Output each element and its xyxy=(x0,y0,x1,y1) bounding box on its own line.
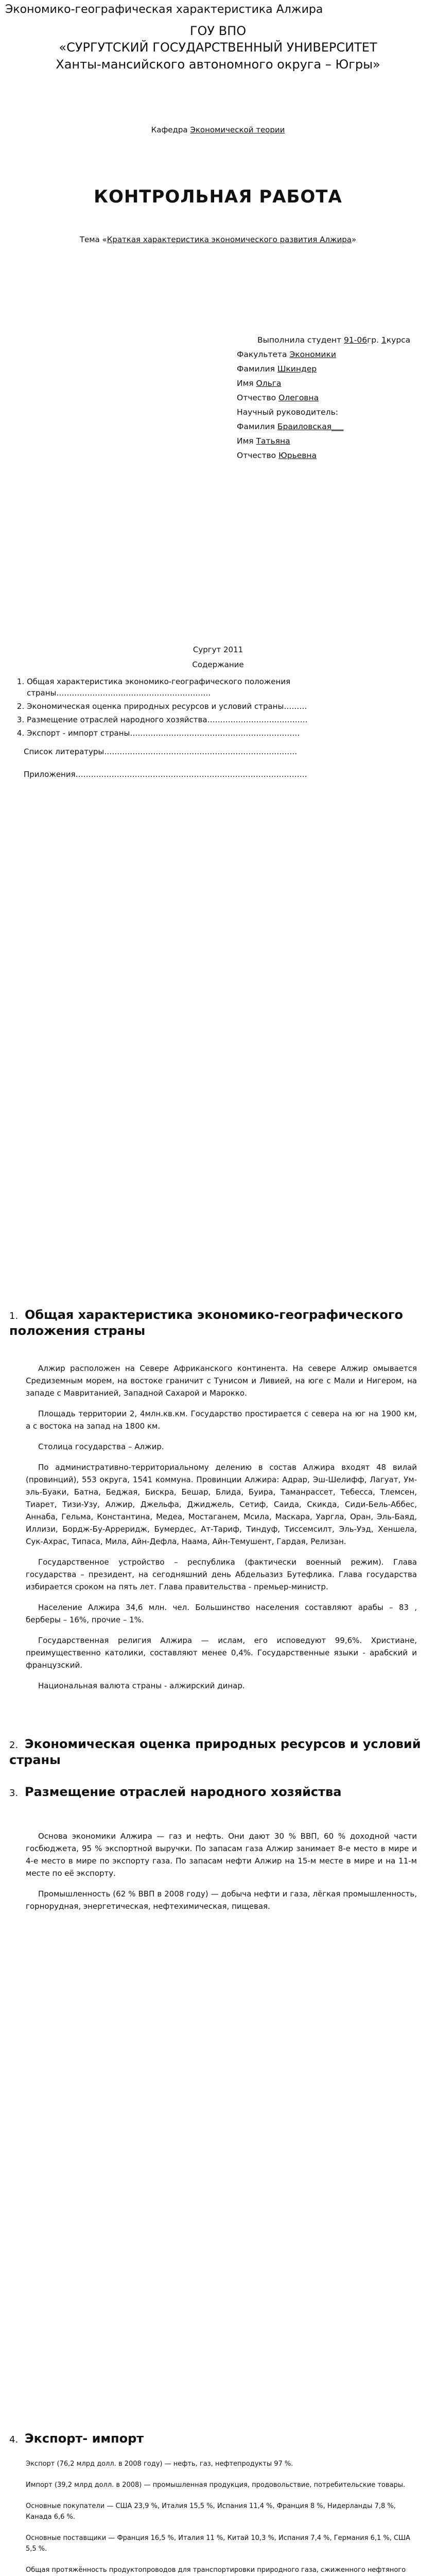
toc-item[interactable]: 2. Экономическая оценка природных ресурсов и условий страны……… xyxy=(27,701,407,712)
paragraph: Население Алжира 34,6 млн. чел. Большинство населения составляют арабы – 83 , берберы – 16%, прочие – 1%. xyxy=(26,1603,417,1624)
section-4-body xyxy=(26,2459,417,2576)
surname-line xyxy=(237,362,410,376)
section-2-number: 2. xyxy=(9,1740,19,1751)
student-group: 91-06 xyxy=(344,335,368,345)
supervisor-surname-value: Браиловская___ xyxy=(277,422,344,431)
department-line xyxy=(0,125,436,134)
institution-block xyxy=(0,23,436,73)
paragraph: Импорт (39,2 млрд долл. в 2008) — промышленная продукция, продовольствие, потребительские товары. xyxy=(26,2481,406,2489)
paragraph: Национальная валюта страны - алжирский динар. xyxy=(38,1681,245,1690)
supervisor-name-value: Татьяна xyxy=(256,436,290,446)
topic-suffix: » xyxy=(351,235,357,244)
paragraph: Государственная религия Алжира — ислам, его исповедуют 99,6%. Христиане, преимущественно католики, составляют менее 0,4%. Государственные языки - арабский и французский. xyxy=(26,1636,417,1670)
toc-appendices[interactable]: Приложения……………………………………………………………………………… xyxy=(24,770,307,779)
section-3-heading xyxy=(9,1784,421,1800)
table-of-contents xyxy=(15,676,407,780)
name-prefix: Имя xyxy=(237,379,256,388)
institution-line-1: ГОУ ВПО xyxy=(189,24,247,38)
city-year: Сургут 2011 xyxy=(193,645,243,654)
supervisor-patronymic-prefix: Отчество xyxy=(237,451,279,460)
paragraph: Промышленность (62 % ВВП в 2008 году) — добыча нефти и газа, лёгкая промышленность, горнорудная, энергетическая, нефтехимическая, пищевая. xyxy=(26,1889,417,1911)
supervisor-name-line xyxy=(237,434,410,448)
toc-item[interactable]: 4. Экспорт - импорт страны………………………………………………………… xyxy=(27,727,407,739)
paragraph: По административно-территориальному делению в состав Алжира входят 48 вилай (провинций), 553 округа, 1541 коммуна. Провинции Алжира: Адрар, Эш-Шелифф, Лагуат, Ум-эль-Буаки, Батна, Беджая, Бискра, Бешар, Блида, Буира, Таманрассет, Тебесса, Тлемсен, Тиарет, Тизи-Узу, Алжир, Джельфа, Джиджель, Сетиф, Саида, Скикда, Сиди-Бель-Аббес, Аннаба, Гельма, Константина, Медеа, Мостаганем, Мсила, Маскара, Уаргла, Оран, Эль-Баяд, Иллизи, Бордж-Бу-Арреридж, Бумердес, Ат-Тариф, Тиндуф, Тиссемсилт, Эль-Уэд, Хеншела, Сук-Ахрас, Типаса, Мила, Айн-Дефла, Наама, Айн-Темушент, Гардая, Релизан. xyxy=(26,1463,417,1546)
section-1-body xyxy=(26,1362,417,1700)
supervisor-surname-line xyxy=(237,419,410,434)
topic-prefix: Тема « xyxy=(79,235,107,244)
topic-line xyxy=(0,235,436,244)
course-suffix: курса xyxy=(386,335,411,345)
author-info xyxy=(237,333,410,463)
section-2-title: Экономическая оценка природных ресурсов и условий страны xyxy=(9,1737,421,1768)
name-line xyxy=(237,376,410,391)
section-3-body xyxy=(26,1830,417,1921)
toc-references[interactable]: Список литературы………………………………………………………………… xyxy=(24,747,298,756)
institution-line-3: Ханты-мансийского автономного округа – Югры» xyxy=(56,57,380,72)
paragraph: Основа экономики Алжира — газ и нефть. Они дают 30 % ВВП, 60 % доходной части госбюджета, 95 % экспортной выручки. По запасам газа Алжир занимает 8-е место в мире и 4-е место в мире по экспорту газа. По запасам нефти Алжир на 15-м месте в мире и на 11-м месте по её экспорту. xyxy=(26,1832,417,1878)
paragraph: Экспорт (76,2 млрд долл. в 2008 году) — нефть, газ, нефтепродукты 97 %. xyxy=(26,2460,293,2468)
supervisor-name-prefix: Имя xyxy=(237,436,256,446)
paragraph: Основные покупатели — США 23,9 %, Италия 15,5 %, Испания 11,4 %, Франция 8 %, Нидерланды 7,8 %, Канада 6,6 %. xyxy=(26,2502,396,2521)
faculty-line xyxy=(237,347,410,362)
paragraph: Столица государства – Алжир. xyxy=(38,1442,164,1451)
section-4-number: 4. xyxy=(9,2434,19,2445)
paragraph: Площадь территории 2, 4млн.кв.км. Государство простирается с севера на юг на 1900 км, а с востока на запад на 1800 км. xyxy=(26,1409,417,1431)
work-title: КОНТРОЛЬНАЯ РАБОТА xyxy=(94,187,342,207)
toc-item[interactable]: 1. Общая характеристика экономико-географического положения страны…………………………………………………… xyxy=(27,676,407,699)
surname-prefix: Фамилия xyxy=(237,364,277,374)
section-2-heading xyxy=(9,1736,421,1768)
section-4-heading xyxy=(9,2431,421,2447)
paragraph: Алжир расположен на Севере Африканского континента. На севере Алжир омывается Средиземным морем, на востоке граничит с Тунисом и Ливией, на юге с Мали и Нигером, на западе с Мавританией, Западной Сахарой и Марокко. xyxy=(26,1364,417,1398)
department-prefix: Кафедра xyxy=(151,125,190,134)
supervisor-patronymic-value: Юрьевна xyxy=(278,451,317,460)
section-1-heading xyxy=(9,1307,421,1339)
section-3-number: 3. xyxy=(9,1788,19,1799)
section-3-title: Размещение отраслей народного хозяйства xyxy=(25,1785,342,1799)
supervisor-label: Научный руководитель: xyxy=(237,408,338,417)
student-suffix: гр. xyxy=(367,335,381,345)
student-line xyxy=(237,333,410,347)
paragraph: Основные поставщики — Франция 16,5 %, Италия 11 %, Китай 10,3 %, Испания 7,4 %, Германия 6,1 %, США 5,5 %. xyxy=(26,2534,410,2553)
patronymic-prefix: Отчество xyxy=(237,393,279,402)
surname-value: Шкиндер xyxy=(277,364,317,374)
faculty-prefix: Факультета xyxy=(237,350,290,359)
toc-item[interactable]: 3. Размещение отраслей народного хозяйства………………………………… xyxy=(27,714,407,725)
section-1-number: 1. xyxy=(9,1311,19,1321)
patronymic-line xyxy=(237,391,410,405)
student-course: 1 xyxy=(381,335,387,345)
faculty-value: Экономики xyxy=(289,350,336,359)
paragraph: Общая протяжённость продуктопроводов для транспортировки природного газа, сжиженного нефтяного xyxy=(26,2566,406,2574)
department-name: Экономической теории xyxy=(190,125,285,134)
section-1-title: Общая характеристика экономико-географического положения страны xyxy=(9,1308,403,1338)
section-4-title: Экспорт- импорт xyxy=(25,2431,144,2446)
paragraph: Государственное устройство – республика (фактически военный режим). Глава государства – президент, на сегодняшний день Абдельазиз Бутефлика. Глава государства избирается сроком на пять лет. Глава правительства - премьер-министр. xyxy=(26,1557,417,1591)
patronymic-value: Олеговна xyxy=(278,393,319,402)
topic-text: Краткая характеристика экономического развития Алжира xyxy=(107,235,352,244)
name-value: Ольга xyxy=(256,379,282,388)
supervisor-patronymic-line xyxy=(237,448,410,463)
student-prefix: Выполнила студент xyxy=(257,335,344,345)
supervisor-surname-prefix: Фамилия xyxy=(237,422,277,431)
document-title: Экономико-географическая характеристика Алжира xyxy=(5,3,323,16)
contents-title: Содержание xyxy=(192,660,244,669)
institution-line-2: «СУРГУТСКИЙ ГОСУДАРСТВЕННЫЙ УНИВЕРСИТЕТ xyxy=(59,40,377,55)
